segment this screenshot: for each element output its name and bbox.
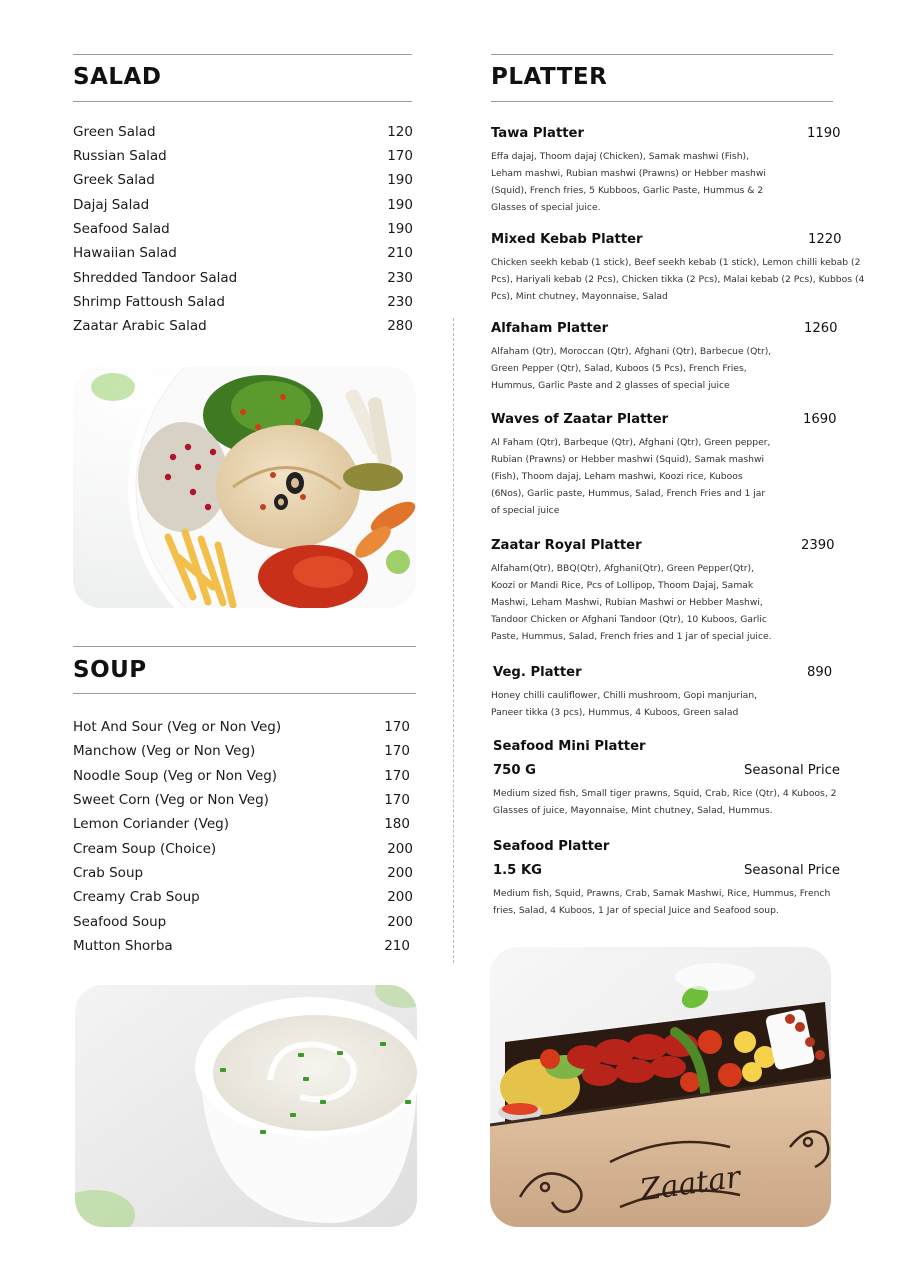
soup-bottom-rule [73,693,416,694]
soup-top-rule [73,646,416,647]
item-price: 180 [384,816,410,832]
platter-name: Tawa Platter [491,126,585,141]
item-name: Hawaiian Salad [73,245,177,261]
menu-item [73,719,410,743]
item-price: 120 [387,124,413,140]
menu-item [73,221,413,245]
platter-name: Zaatar Royal Platter [491,538,642,553]
platter-item [491,739,881,819]
platter-title: PLATTER [491,64,608,90]
platter-item [491,412,881,519]
platter-price: 2390 [801,538,835,553]
hummus-plate-illustration [73,367,416,608]
menu-item [73,318,413,342]
menu-item [73,938,410,962]
menu-item [73,270,413,294]
item-price: 200 [387,865,413,881]
item-name: Crab Soup [73,865,144,881]
platter-item [491,839,881,919]
platter-description: Medium sized fish, Small tiger prawns, Squid, Crab, Rice (Qtr), 4 Kuboos, 2 Glasses of juice, Mayonnaise, Mint chutney, Salad, Hummus. [493,788,837,816]
menu-item [73,841,413,865]
menu-item [73,816,410,840]
item-name: Cream Soup (Choice) [73,841,217,857]
item-price: 230 [387,294,413,310]
salad-bottom-rule [73,101,412,102]
item-price: 280 [387,318,413,334]
item-price: 170 [384,792,410,808]
platter-top-rule [491,54,833,55]
platter-price: 1220 [808,232,842,247]
platter-name: Alfaham Platter [491,321,609,336]
item-price: 170 [384,743,410,759]
platter-name: Waves of Zaatar Platter [491,412,669,427]
platter-description: Chicken seekh kebab (1 stick), Beef seekh kebab (1 stick), Lemon chilli kebab (2 Pcs), Hariyali kebab (2 Pcs), Chicken tikka (2 Pcs), Malai kebab (2 Pcs), Kubbos (4 Pcs), Mint chutney, Mayonnaise, Salad [491,257,865,302]
item-name: Noodle Soup (Veg or Non Veg) [73,768,278,784]
salad-title: SALAD [73,64,162,90]
platter-description: Alfaham (Qtr), Moroccan (Qtr), Afghani (Qtr), Barbecue (Qtr), Green Pepper (Qtr), Salad, Kuboos (5 Pcs), French Fries, Hummus, Garlic Paste and 2 glasses of special juice [491,346,772,391]
item-name: Zaatar Arabic Salad [73,318,207,334]
platter-bottom-rule [491,101,833,102]
soup-photo [75,985,417,1227]
platter-description: Effa dajaj, Thoom dajaj (Chicken), Samak mashwi (Fish), Leham mashwi, Rubian mashwi (Prawns) or Hebber mashwi (Squid), French fries, 5 Kubboos, Garlic Paste, Hummus & 2 Glasses of special juice. [491,151,766,213]
item-name: Lemon Coriander (Veg) [73,816,229,832]
zaatar-platter-illustration [490,947,831,1227]
soup-title: SOUP [73,657,147,683]
item-name: Seafood Soup [73,914,167,930]
zaatar-logo-text: Zaatar [637,1159,743,1209]
menu-item [73,743,410,767]
item-price: 200 [387,889,413,905]
platter-price: Seasonal Price [744,763,840,778]
item-price: 170 [384,768,410,784]
platter-weight: 1.5 KG [493,863,542,878]
item-price: 200 [387,914,413,930]
item-name: Shredded Tandoor Salad [73,270,238,286]
item-price: 170 [384,719,410,735]
item-name: Green Salad [73,124,156,140]
item-price: 190 [387,221,413,237]
salad-top-rule [73,54,412,55]
item-name: Mutton Shorba [73,938,173,954]
platter-item [491,232,881,305]
menu-item [73,914,413,938]
item-name: Sweet Corn (Veg or Non Veg) [73,792,269,808]
platter-name: Veg. Platter [493,665,582,680]
menu-item [73,792,410,816]
platter-item [491,665,881,721]
item-price: 200 [387,841,413,857]
item-name: Dajaj Salad [73,197,150,213]
platter-item [491,538,881,645]
item-name: Creamy Crab Soup [73,889,200,905]
item-price: 210 [384,938,410,954]
platter-item [491,321,881,394]
platter-price: 1190 [807,126,841,141]
platter-price: 1260 [804,321,838,336]
menu-item [73,245,413,269]
platter-name: Mixed Kebab Platter [491,232,643,247]
platter-item [491,126,881,216]
platter-description: Alfaham(Qtr), BBQ(Qtr), Afghani(Qtr), Green Pepper(Qtr), Koozi or Mandi Rice, Pcs of Lollipop, Thoom Dajaj, Samak Mashwi, Leham Mashwi, Rubian Mashwi or Hebber Mashwi, Tandoor Chicken or Afghani Tandoor (Qtr), 10 Kuboos, Garlic Paste, Hummus, Salad, French fries and 1 jar of special juice. [491,563,772,642]
item-name: Seafood Salad [73,221,170,237]
menu-item [73,124,413,148]
platter-name: Seafood Mini Platter [493,739,646,754]
menu-item [73,865,413,889]
platter-description: Al Faham (Qtr), Barbeque (Qtr), Afghani (Qtr), Green pepper, Rubian (Prawns) or Hebber mashwi (Squid), Samak mashwi (Fish), Thoom dajaj, Leham mashwi, Koozi rice, Kuboos (6Nos), Garlic paste, Hummus, Salad, French Fries and 1 jar of special juice [491,437,771,516]
cream-soup-illustration [75,985,417,1227]
platter-price: 1690 [803,412,837,427]
menu-item [73,294,413,318]
column-divider [453,318,454,963]
platter-name: Seafood Platter [493,839,610,854]
platter-weight: 750 G [493,763,536,778]
item-name: Manchow (Veg or Non Veg) [73,743,256,759]
item-name: Greek Salad [73,172,155,188]
platter-description: Medium fish, Squid, Prawns, Crab, Samak Mashwi, Rice, Hummus, French fries, Salad, 4 Kuboos, 1 Jar of special Juice and Seafood soup. [493,888,831,916]
salad-photo [73,367,416,608]
item-price: 190 [387,197,413,213]
platter-description: Honey chilli cauliflower, Chilli mushroom, Gopi manjurian, Paneer tikka (3 pcs), Hummus, 4 Kuboos, Green salad [491,690,758,718]
menu-item [73,768,410,792]
item-price: 230 [387,270,413,286]
menu-item [73,197,413,221]
item-name: Russian Salad [73,148,167,164]
item-price: 190 [387,172,413,188]
item-name: Shrimp Fattoush Salad [73,294,225,310]
platter-price: 890 [807,665,833,680]
item-name: Hot And Sour (Veg or Non Veg) [73,719,282,735]
menu-item [73,148,413,172]
item-price: 210 [387,245,413,261]
menu-item [73,172,413,196]
item-price: 170 [387,148,413,164]
platter-price: Seasonal Price [744,863,840,878]
menu-item [73,889,413,913]
platter-photo [490,947,831,1227]
